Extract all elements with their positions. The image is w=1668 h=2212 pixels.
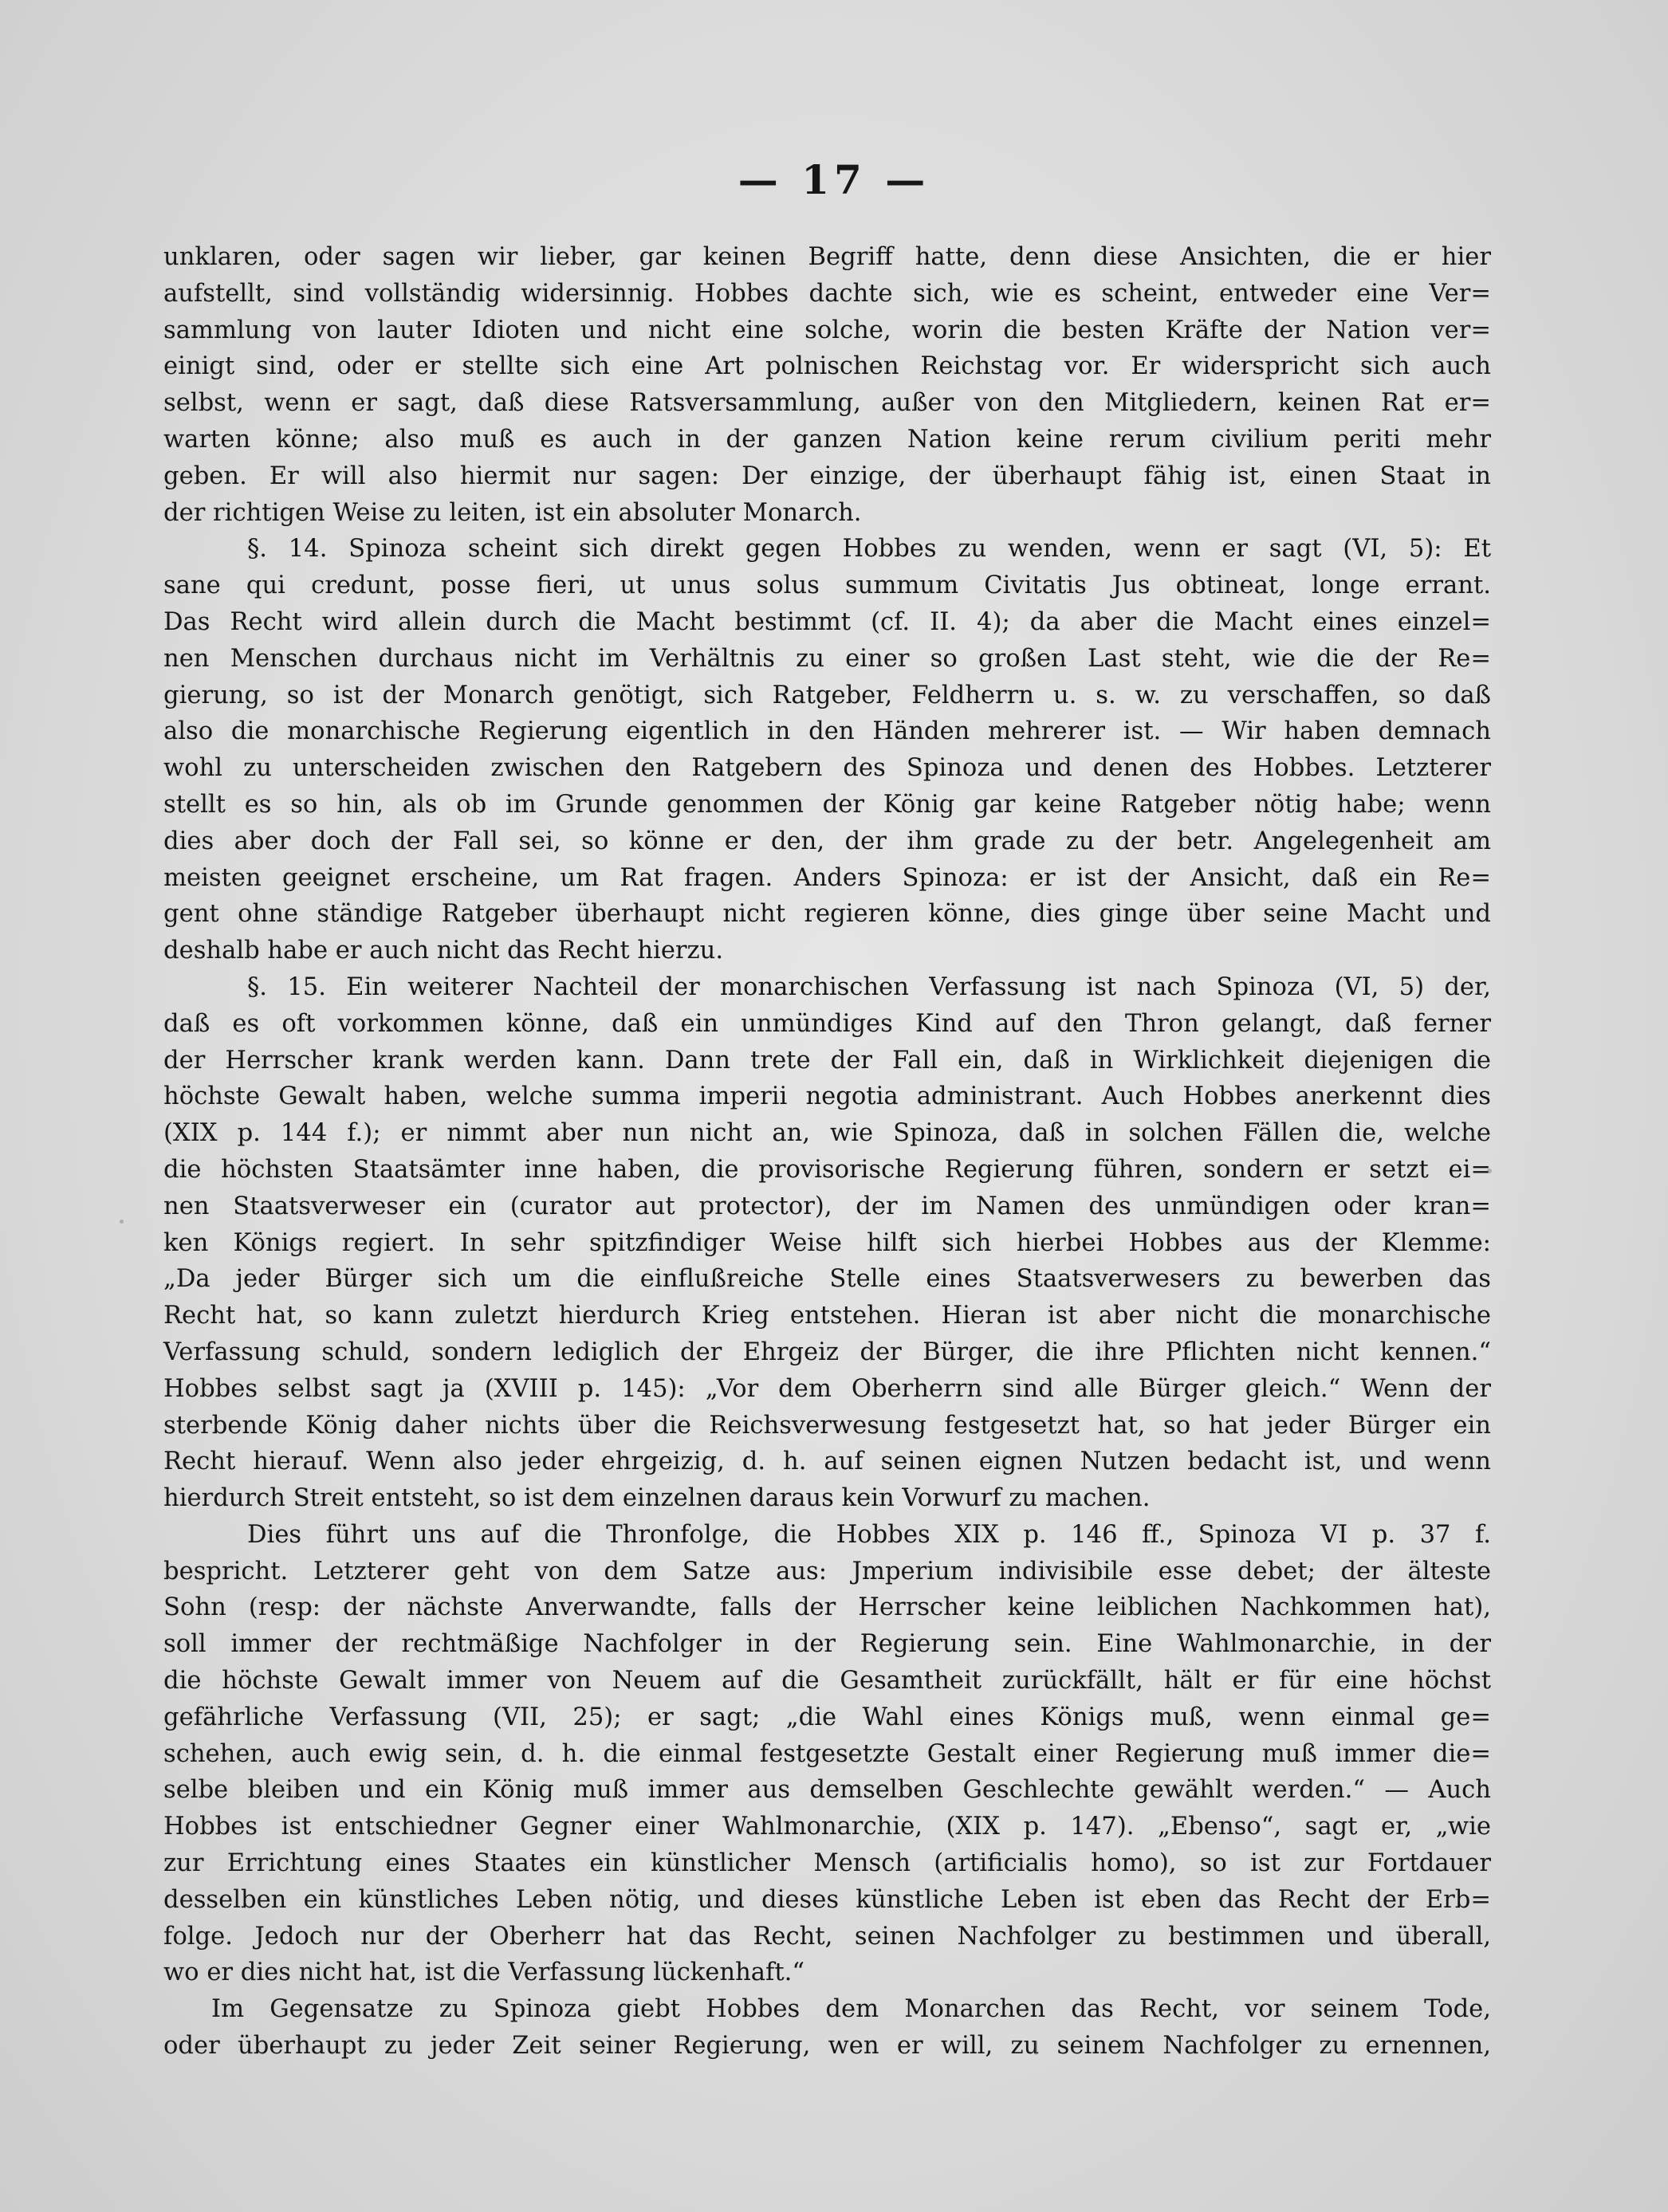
text-line: deshalb habe er auch nicht das Recht hierzu. xyxy=(163,937,724,965)
text-line: bespricht. Letzterer geht von dem Satze aus: Jmperium indivisibile esse debet; der älteste xyxy=(163,1557,1491,1585)
text-line: der Herrscher krank werden kann. Dann trete der Fall ein, daß in Wirklichkeit diejenigen die xyxy=(163,1046,1491,1075)
text-line: einigt sind, oder er stellte sich eine Art polnischen Reichstag vor. Er widerspricht sich auch xyxy=(163,352,1491,381)
text-line: Sohn (resp: der nächste Anverwandte, falls der Herrscher keine leiblichen Nachkommen hat), xyxy=(163,1593,1491,1622)
text-line: selbe bleiben und ein König muß immer aus demselben Geschlechte gewählt werden.“ — Auch xyxy=(163,1776,1491,1805)
text-line: wo er dies nicht hat, ist die Verfassung lückenhaft.“ xyxy=(163,1959,805,1987)
text-line: die höchsten Staatsämter inne haben, die provisorische Regierung führen, sondern er setzt ei= xyxy=(163,1155,1491,1184)
ink-speck xyxy=(1035,2041,1037,2055)
text-line: ken Königs regiert. In sehr spitzfindiger Weise hilft sich hierbei Hobbes aus der Klemme: xyxy=(163,1228,1491,1257)
text-line: selbst, wenn er sagt, daß diese Ratsversammlung, außer von den Mitgliedern, keinen Rat er= xyxy=(163,389,1491,418)
text-line: nen Staatsverweser ein (curator aut protector), der im Namen des unmündigen oder kran= xyxy=(163,1192,1491,1220)
text-line: gent ohne ständige Ratgeber überhaupt nicht regieren könne, dies ginge über seine Macht und xyxy=(163,900,1491,929)
text-line: daß es oft vorkommen könne, daß ein unmündiges Kind auf den Thron gelangt, daß ferner xyxy=(163,1009,1491,1038)
text-line: folge. Jedoch nur der Oberherr hat das Recht, seinen Nachfolger zu bestimmen und überall, xyxy=(163,1922,1491,1951)
text-line: meisten geeignet erscheine, um Rat fragen. Anders Spinoza: er ist der Ansicht, daß ein Re= xyxy=(163,863,1491,892)
section-heading-15: §. 15. Ein weiterer Nachteil der monarchischen Verfassung ist nach Spinoza (VI, 5) der, xyxy=(247,972,1491,1001)
ink-speck xyxy=(1487,1169,1492,1173)
text-line: der richtigen Weise zu leiten, ist ein absoluter Monarch. xyxy=(163,498,862,527)
text-line: sane qui credunt, posse fieri, ut unus solus summum Civitatis Jus obtineat, longe errant. xyxy=(163,572,1491,600)
text-line: Das Recht wird allein durch die Macht bestimmt (cf. II. 4); da aber die Macht eines einzel= xyxy=(163,607,1491,636)
paragraph-start: Dies führt uns auf die Thronfolge, die Hobbes XIX p. 146 ff., Spinoza VI p. 37 f. xyxy=(247,1520,1491,1549)
text-line: warten könne; also muß es auch in der ganzen Nation keine rerum civilium periti mehr xyxy=(163,425,1491,454)
page-number: — 17 — xyxy=(738,156,930,203)
paragraph-start: Im Gegensatze zu Spinoza giebt Hobbes dem Monarchen das Recht, vor seinem Tode, xyxy=(211,1995,1491,2024)
ink-speck xyxy=(120,1220,124,1224)
text-line: also die monarchische Regierung eigentlich in den Händen mehrerer ist. — Wir haben demnach xyxy=(163,717,1491,746)
text-line: Verfassung schuld, sondern lediglich der Ehrgeiz der Bürger, die ihre Pflichten nicht kennen.“ xyxy=(163,1338,1491,1366)
text-line: stellt es so hin, als ob im Grunde genommen der König gar keine Ratgeber nötig habe; wenn xyxy=(163,790,1491,819)
body-text xyxy=(163,239,1491,2065)
text-line: gierung, so ist der Monarch genötigt, sich Ratgeber, Feldherrn u. s. w. zu verschaffen, so daß xyxy=(163,681,1491,709)
text-line: Recht hierauf. Wenn also jeder ehrgeizig, d. h. auf seinen eignen Nutzen bedacht ist, und wenn xyxy=(163,1448,1491,1476)
text-line: die höchste Gewalt immer von Neuem auf die Gesamtheit zurückfällt, hält er für eine höchst xyxy=(163,1667,1491,1695)
text-line: zur Errichtung eines Staates ein künstlicher Mensch (artificialis homo), so ist zur Fortdauer xyxy=(163,1849,1491,1878)
text-line: höchste Gewalt haben, welche summa imperii negotia administrant. Auch Hobbes anerkennt dies xyxy=(163,1082,1491,1111)
text-line: unklaren, oder sagen wir lieber, gar keinen Begriff hatte, denn diese Ansichten, die er hier xyxy=(163,243,1491,271)
section-heading-14: §. 14. Spinoza scheint sich direkt gegen Hobbes zu wenden, wenn er sagt (VI, 5): Et xyxy=(247,535,1491,564)
text-line: schehen, auch ewig sein, d. h. die einmal festgesetzte Gestalt einer Regierung muß immer die= xyxy=(163,1739,1491,1768)
text-line: Hobbes ist entschiedner Gegner einer Wahlmonarchie, (XIX p. 147). „Ebenso“, sagt er, „wie xyxy=(163,1813,1491,1841)
text-line: desselben ein künstliches Leben nötig, und dieses künstliche Leben ist eben das Recht der Erb= xyxy=(163,1885,1491,1914)
text-line: „Da jeder Bürger sich um die einflußreiche Stelle eines Staatsverwesers zu bewerben das xyxy=(163,1265,1491,1294)
text-line: nen Menschen durchaus nicht im Verhältnis zu einer so großen Last steht, wie die der Re= xyxy=(163,644,1491,673)
text-line: Recht hat, so kann zuletzt hierdurch Krieg entstehen. Hieran ist aber nicht die monarchische xyxy=(163,1302,1491,1330)
text-line: dies aber doch der Fall sei, so könne er den, der ihm grade zu der betr. Angelegenheit am xyxy=(163,827,1491,855)
text-line: geben. Er will also hiermit nur sagen: Der einzige, der überhaupt fähig ist, einen Staat in xyxy=(163,462,1491,490)
text-line: sterbende König daher nichts über die Reichsverwesung festgesetzt hat, so hat jeder Bürger ein xyxy=(163,1411,1491,1440)
text-line: soll immer der rechtmäßige Nachfolger in der Regierung sein. Eine Wahlmonarchie, in der xyxy=(163,1630,1491,1659)
text-line: sammlung von lauter Idioten und nicht eine solche, worin die besten Kräfte der Nation ver= xyxy=(163,316,1491,344)
text-line: (XIX p. 144 f.); er nimmt aber nun nicht an, wie Spinoza, daß in solchen Fällen die, welche xyxy=(163,1119,1491,1148)
text-line: Hobbes selbst sagt ja (XVIII p. 145): „Vor dem Oberherrn sind alle Bürger gleich.“ Wenn der xyxy=(163,1374,1491,1403)
text-line: gefährliche Verfassung (VII, 25); er sagt; „die Wahl eines Königs muß, wenn einmal ge= xyxy=(163,1703,1491,1731)
text-line: oder überhaupt zu jeder Zeit seiner Regierung, wen er will, zu seinem Nachfolger zu ernennen, xyxy=(163,2032,1491,2061)
text-line: aufstellt, sind vollständig widersinnig. Hobbes dachte sich, wie es scheint, entweder eine Ver= xyxy=(163,279,1491,308)
text-line: wohl zu unterscheiden zwischen den Ratgebern des Spinoza und denen des Hobbes. Letzterer xyxy=(163,754,1491,783)
text-line: hierdurch Streit entsteht, so ist dem einzelnen daraus kein Vorwurf zu machen. xyxy=(163,1484,1151,1513)
